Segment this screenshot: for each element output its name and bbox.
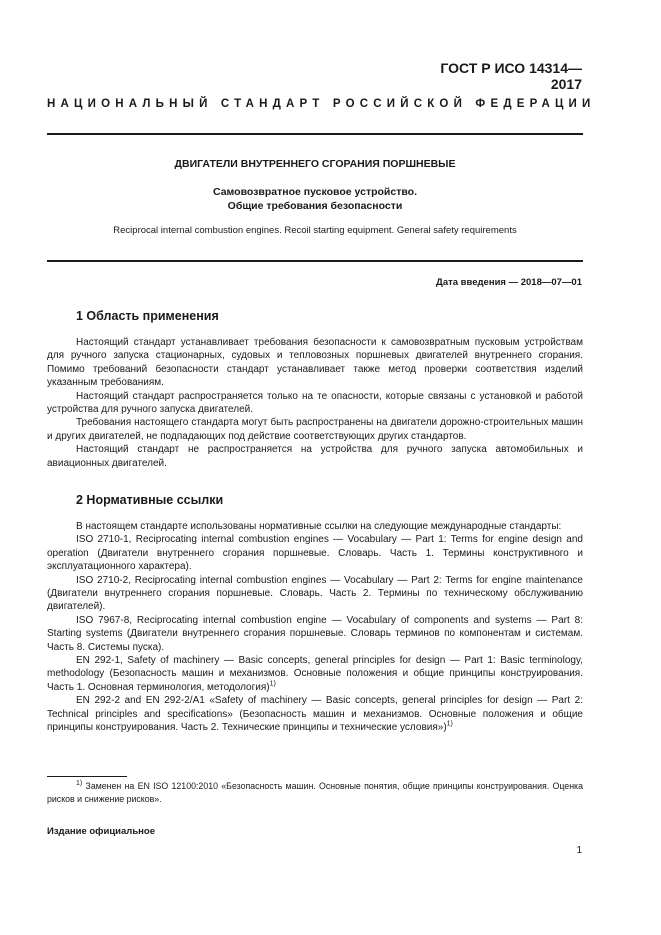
standard-title: ДВИГАТЕЛИ ВНУТРЕННЕГО СГОРАНИЯ ПОРШНЕВЫЕ	[174, 158, 456, 170]
section-1-paragraph: Настоящий стандарт не распространяется на устройства для ручного запуска автомобильных и авиационных двигателей.	[47, 444, 583, 469]
footnote-ref[interactable]: 1)	[446, 720, 453, 728]
reference-text: ISO 2710-1, Reciprocating internal combustion engines — Vocabulary — Part 1: Terms for engine design and operation (Двигатели внутреннего сгорания поршневые. Словарь. Часть 1. Термины конструктивного и эксплуатационного характера).	[47, 534, 583, 573]
header-rule	[47, 133, 583, 135]
reference-item	[47, 654, 583, 694]
section-1-paragraph: Настоящий стандарт устанавливает требования безопасности к самовозвратным пусковым устройствам для ручного запуска стационарных, судовых и тепловозных поршневых двигателей внутреннего сгорания. Помимо требований безопасности стандарт устанавливает также метод проверки соответствия изделий указанным требованиям.	[47, 337, 583, 389]
subtitle-line-1: Самовозвратное пусковое устройство.	[212, 186, 418, 198]
footnote-rule	[47, 776, 127, 777]
section-1-paragraph: Настоящий стандарт распространяется только на те опасности, которые связаны с установкой и работой устройства для ручного запуска двигателей.	[47, 390, 583, 416]
reference-text: ISO 7967-8, Reciprocating internal combustion engine — Vocabulary of components and systems — Part 8: Starting systems (Двигатели внутреннего сгорания поршневые. Словарь терминов по компонентам и системам. Часть 8. Системы пуска).	[47, 614, 583, 653]
reference-text: ISO 2710-2, Reciprocating internal combustion engines — Vocabulary — Part 2: Terms for engine maintenance (Двигатели внутреннего сгорания поршневые. Словарь. Часть 2. Термины по техническому обслуживанию двигателей).	[47, 574, 583, 613]
reference-text: EN 292-2 and EN 292-2/A1 «Safety of machinery — Basic concepts, general principles for design — Part 2: Technical principles and specifications» (Безопасность машин и механизмов. Основные положения и общие принципы конструирования. Часть 2. Технические принципы и технические условия»)	[47, 695, 583, 734]
reference-item	[47, 614, 583, 654]
section-1-paragraph: Требования настоящего стандарта могут быть распространены на двигатели дорожно-строительных машин и других двигателей, не подпадающих под действие соответствующих других стандартов.	[47, 417, 583, 442]
reference-item	[47, 533, 583, 573]
english-title: Reciprocal internal combustion engines. Recoil starting equipment. General safety requirements	[113, 225, 517, 236]
title-rule	[47, 260, 583, 262]
reference-item	[47, 694, 583, 734]
edition-label: Издание официальное	[47, 826, 155, 837]
section-2-intro: В настоящем стандарте использованы нормативные ссылки на следующие международные стандарты:	[76, 521, 562, 532]
section-2-heading: 2 Нормативные ссылки	[76, 493, 224, 507]
footnote-marker: 1)	[76, 780, 83, 788]
standard-subtitle	[47, 185, 583, 213]
footnote	[47, 780, 583, 806]
section-1-body	[47, 336, 583, 470]
section-2-body	[47, 520, 583, 735]
document-id: ГОСТ Р ИСО 14314—2017	[440, 60, 582, 92]
national-standard-banner: НАЦИОНАЛЬНЫЙ СТАНДАРТ РОССИЙСКОЙ ФЕДЕРАЦИИ	[47, 98, 596, 110]
footnote-ref[interactable]: 1)	[269, 680, 276, 688]
reference-item	[47, 574, 583, 614]
introduction-date: Дата введения — 2018—07—01	[436, 277, 582, 288]
page-number: 1	[576, 845, 582, 856]
section-1-heading: 1 Область применения	[76, 309, 219, 323]
reference-text: EN 292-1, Safety of machinery — Basic concepts, general principles for design — Part 1: Basic terminology, methodology (Безопасность машин и механизмов. Основные положения и общие принципы конструирования. Часть 1. Основная терминология, методология)	[47, 655, 583, 693]
subtitle-line-2: Общие требования безопасности	[227, 200, 403, 212]
footnote-text: Заменен на EN ISO 12100:2010 «Безопасность машин. Основные понятия, общие принципы конструирования. Оценка рисков и снижение рисков».	[47, 781, 583, 804]
